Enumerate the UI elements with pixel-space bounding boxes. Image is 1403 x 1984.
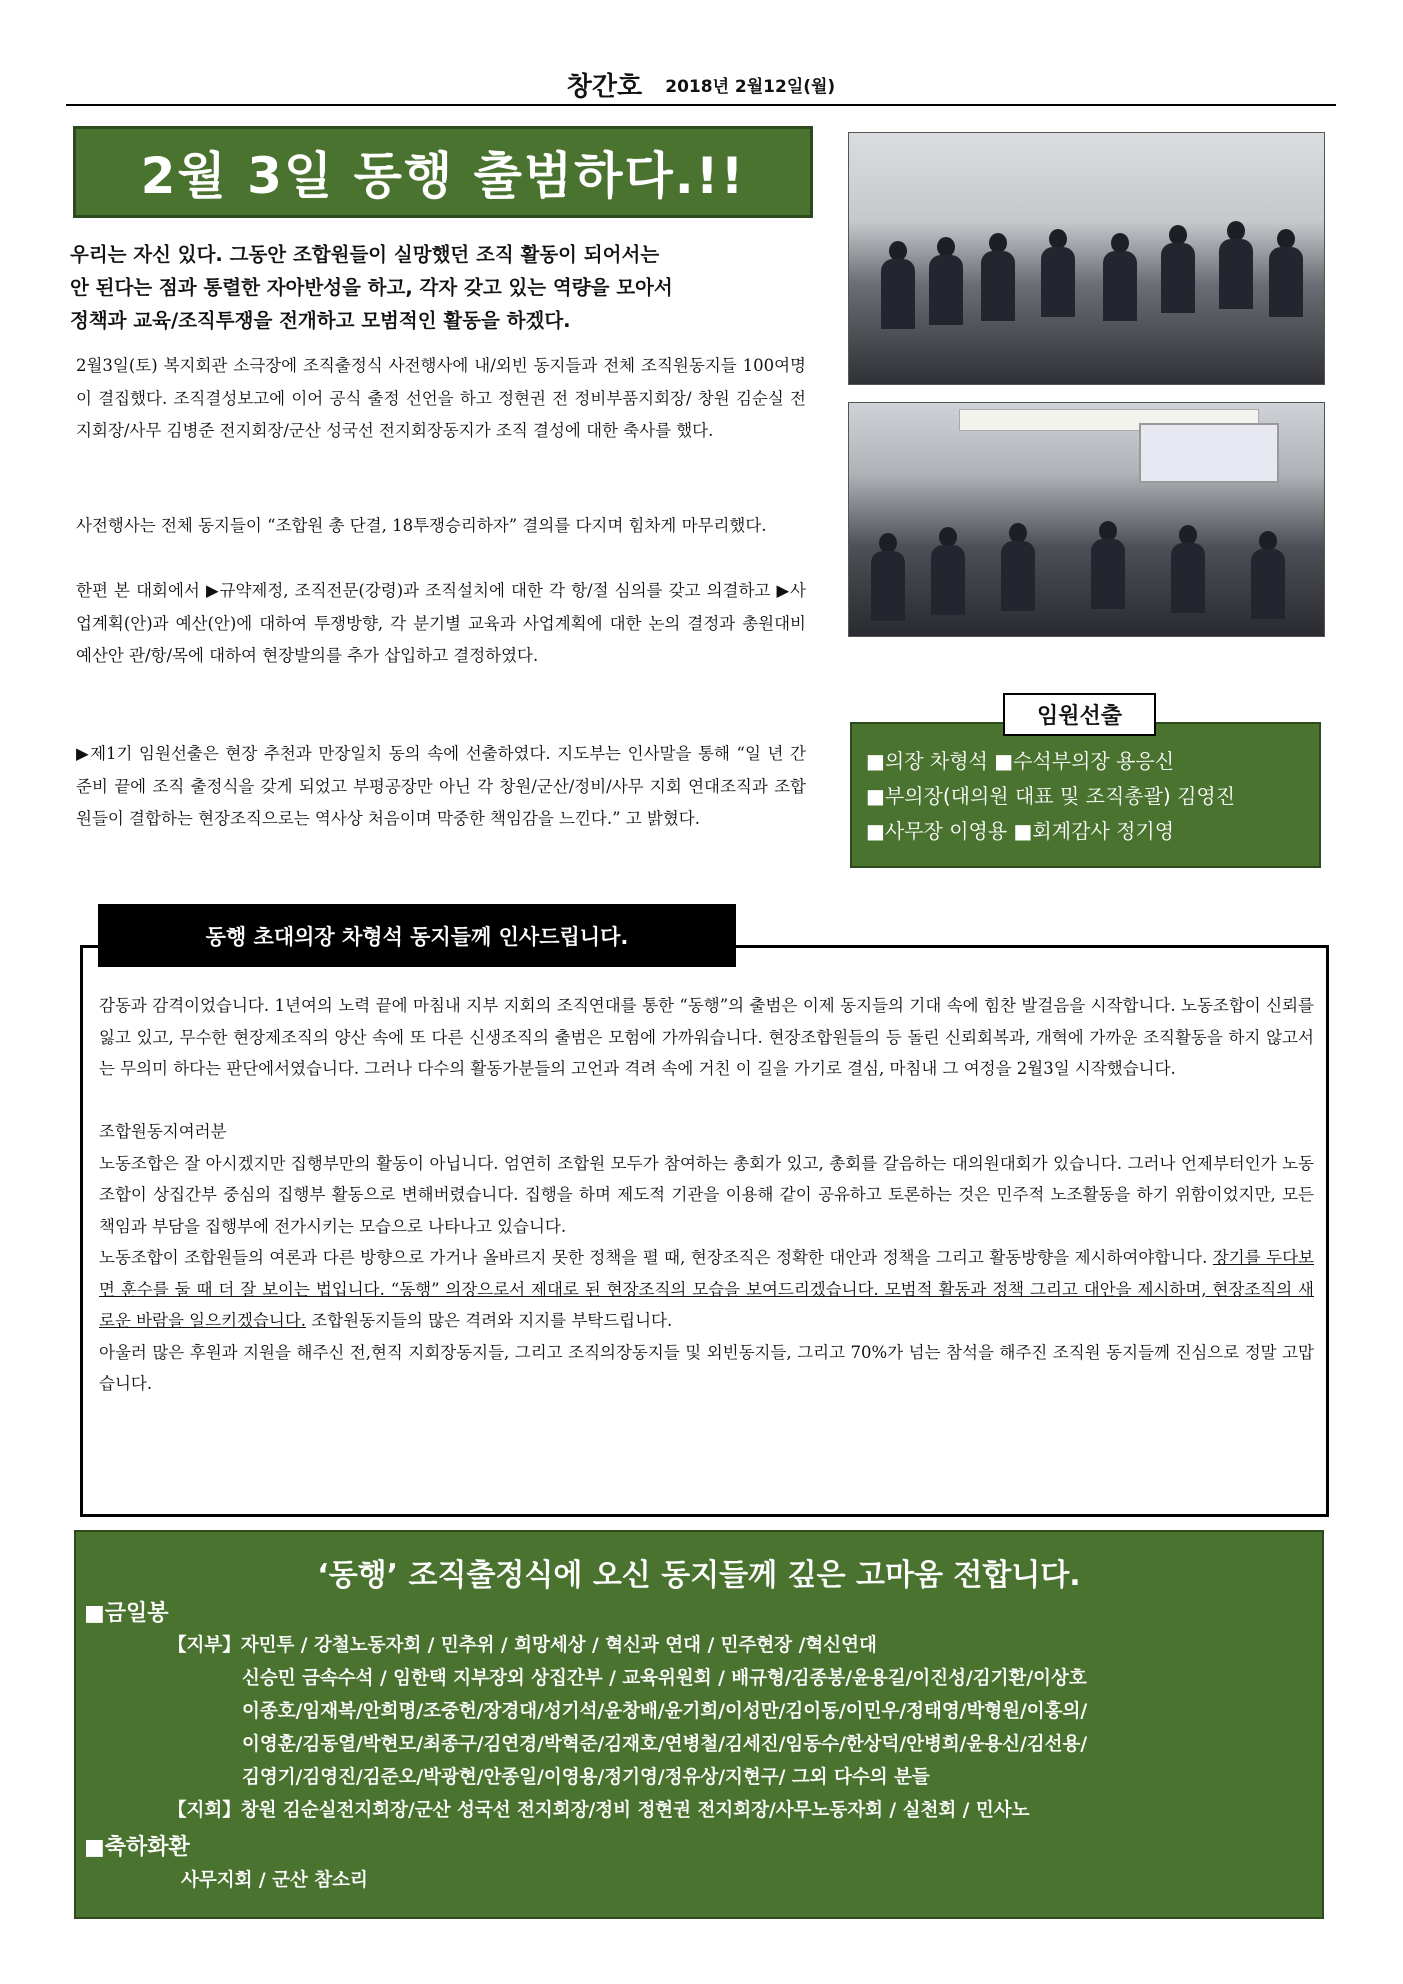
letter-paragraph-3-start: 노동조합이 조합원들의 여론과 다른 방향으로 가거나 올바르지 못한 정책을 펼 때, 현장조직은 정확한 대안과 정책을 그리고 활동방향을 제시하여야합니다. [99,1248,1213,1267]
person-shape [937,237,955,257]
person-shape [879,533,897,553]
masthead [66,66,1336,106]
event-photo-2 [848,402,1325,637]
person-shape [929,255,963,325]
donor-line: 【지부】자민투 / 강철노동자회 / 민추위 / 희망세상 / 혁신과 연대 / 민주현장 /혁신연대 [168,1635,877,1656]
person-shape [1171,543,1205,613]
person-shape [1009,523,1027,543]
headline: 2월 3일 동행 출범하다.!! [140,147,746,205]
person-shape [989,233,1007,253]
person-shape [1161,243,1195,313]
letter-paragraph-1: 감동과 감격이었습니다. 1년여의 노력 끝에 마침내 지부 지회의 조직연대를 통한 “동행”의 출범은 이제 동지들의 기대 속에 힘찬 발걸음을 시작합니다. 노동조합이 신뢰를 잃고 있고, 무수한 현장제조직의 양산 속에 또 다른 신생조직의 출범은 모험에 가까워습니다. 현장조합원들의 등 돌린 신뢰회복과, 개혁에 가까운 조직활동을 하지 않고서는 무의미 하다는 판단에서였습니다. 그러나 다수의 활동가분들의 고언과 격려 속에 거친 이 길을 가기로 결심, 마침내 그 여정을 2월3일 시작했습니다. [99,996,1314,1078]
person-shape [939,527,957,547]
donor-line: 김영기/김영진/김준오/박광현/안종일/이영용/정기영/정유상/지현구/ 그외 다수의 분들 [242,1767,930,1788]
section-flowers: ■축하화환 [84,1835,190,1860]
person-shape [1041,247,1075,317]
person-shape [1277,229,1295,249]
lead-line: 우리는 자신 있다. 그동안 조합원들이 실망했던 조직 활동이 되어서는 [70,243,660,266]
donor-line: 이영훈/김동열/박현모/최종구/김연경/박혁준/김재호/연병철/김세진/임동수/한상덕/안병희/윤용신/김선용/ [242,1734,1088,1755]
person-shape [1169,225,1187,245]
issue-label: 창간호 [566,72,643,102]
person-shape [981,251,1015,321]
letter-title-tab [98,904,736,967]
person-shape [1251,549,1285,619]
letter-paragraph-4: 아울러 많은 후원과 지원을 해주신 전,현직 지회장동지들, 그리고 조직의장동지들 및 외빈동지들, 그리고 70%가 넘는 참석을 해주진 조직원 동지들께 진심으로 정말 고맙습니다. [99,1342,1314,1393]
flowers-line: 사무지회 / 군산 참소리 [181,1870,368,1891]
letter-paragraph-2: 노동조합은 잘 아시겠지만 집행부만의 활동이 아닙니다. 엄연히 조합원 모두가 참여하는 총회가 있고, 총회를 갈음하는 대의원대회가 있습니다. 그러나 언제부터인가 노동조합이 상집간부 중심의 집행부 활동으로 변해버렸습니다. 집행을 하며 제도적 기관을 이용해 같이 공유하고 토론하는 것은 민주적 노조활동을 하기 위함이었지만, 모든 책임과 부담을 집행부에 전가시키는 모습으로 나타나고 있습니다. [99,1153,1314,1236]
officers-box [850,722,1321,868]
article-paragraph-2: 사전행사는 전체 동지들이 “조합원 총 단결, 18투쟁승리하자” 결의를 다지며 힘차게 마무리했다. [76,516,767,535]
person-shape [1269,247,1303,317]
officers-line: ■부의장(대의원 대표 및 조직총괄) 김영진 [866,784,1236,808]
donor-line: 【지회】창원 김순실전지회장/군산 성국선 전지회장/정비 정현권 전지회장/사무노동자회 / 실천회 / 민사노 [168,1800,1030,1821]
paragraph-gap [99,1085,1314,1117]
article-paragraph-1: 2월3일(토) 복지회관 소극장에 조직출정식 사전행사에 내/외빈 동지들과 전체 조직원동지들 100여명이 결집했다. 조직결성보고에 이어 공식 출정 선언을 하고 정현권 전 정비부품지회장/ 창원 김순실 전지회장/사무 김병준 전지회장/군산 성국선 전지회장동지가 조직 결성에 대한 축사를 했다. [76,356,806,440]
issue-date: 2018년 2월12일(월) [665,77,836,97]
person-shape [1111,233,1129,253]
officers-line: ■사무장 이영용 ■회계감사 정기영 [866,819,1175,843]
person-shape [1219,239,1253,309]
person-shape [1049,229,1067,249]
donor-line: 신승민 금속수석 / 임한택 지부장외 상집간부 / 교육위원회 / 배규형/김종봉/윤용길/이진성/김기환/이상호 [242,1668,1087,1689]
lead-line: 안 된다는 점과 통렬한 자아반성을 하고, 각자 갖고 있는 역량을 모아서 [70,276,673,299]
person-shape [1227,221,1245,241]
person-shape [1091,539,1125,609]
projection-screen [1139,423,1279,483]
person-shape [1103,251,1137,321]
person-shape [931,545,965,615]
letter-paragraph-3 [99,1242,1314,1337]
event-photo-1 [848,132,1325,385]
thanks-title: ‘동행’ 조직출정식에 오신 동지들께 깊은 고마움 전합니다. [317,1558,1081,1593]
person-shape [1259,531,1277,551]
letter-title: 동행 초대의장 차형석 동지들께 인사드립니다. [205,924,629,949]
person-shape [889,241,907,261]
donor-line: 이종호/임재복/안희명/조중헌/장경대/성기석/윤창배/윤기희/이성만/김이동/이민우/정태영/박형원/이홍의/ [242,1701,1088,1722]
lead-paragraph [70,238,820,337]
letter-paragraph-3-end: 조합원동지들의 많은 격려와 지지를 부탁드립니다. [306,1311,673,1330]
letter-paragraph-3-underlined: 장기를 두다보면 훈수를 둘 때 더 잘 보이는 법입니다. “동행” 의장으로서 제대로 된 현장조직의 모습을 보여드리겠습니다. 모범적 활동과 정책 그리고 대안을 제시하며, 현장조직의 새로운 바람을 일으키겠습니다. [99,1248,1314,1330]
lead-line: 정책과 교육/조직투쟁을 전개하고 모범적인 활동을 하겠다. [70,309,571,332]
person-shape [1179,525,1197,545]
person-shape [1099,521,1117,541]
person-shape [881,259,915,329]
person-shape [1001,541,1035,611]
thanks-box [74,1530,1324,1919]
letter-salutation: 조합원동지여러분 [99,1122,227,1141]
letter-box [80,945,1329,1517]
headline-box [73,126,813,218]
officers-line: ■의장 차형석 ■수석부의장 용응신 [866,749,1175,773]
person-shape [871,551,905,621]
article-paragraph-3: 한편 본 대회에서 ▶규약제정, 조직전문(강령)과 조직설치에 대한 각 항/절 심의를 갖고 의결하고 ▶사업계획(안)과 예산(안)에 대하여 투쟁방향, 각 분기별 교육과 사업계획에 대한 논의 결정과 총원대비 예산안 관/항/목에 대하여 현장발의를 추가 삽입하고 결정하였다. [76,581,806,665]
section-donations: ■금일봉 [84,1601,169,1626]
article-paragraph-4: ▶제1기 임원선출은 현장 추천과 만장일치 동의 속에 선출하였다. 지도부는 인사말을 통해 “일 년 간 준비 끝에 조직 출정식을 갖게 되었고 부평공장만 아닌 각 창원/군산/정비/사무 지회 연대조직과 조합원들이 결합하는 현장조직으로는 역사상 처음이며 막중한 책임감을 느낀다.” 고 밝혔다. [76,744,806,828]
officers-title: 임원선출 [1003,693,1156,736]
